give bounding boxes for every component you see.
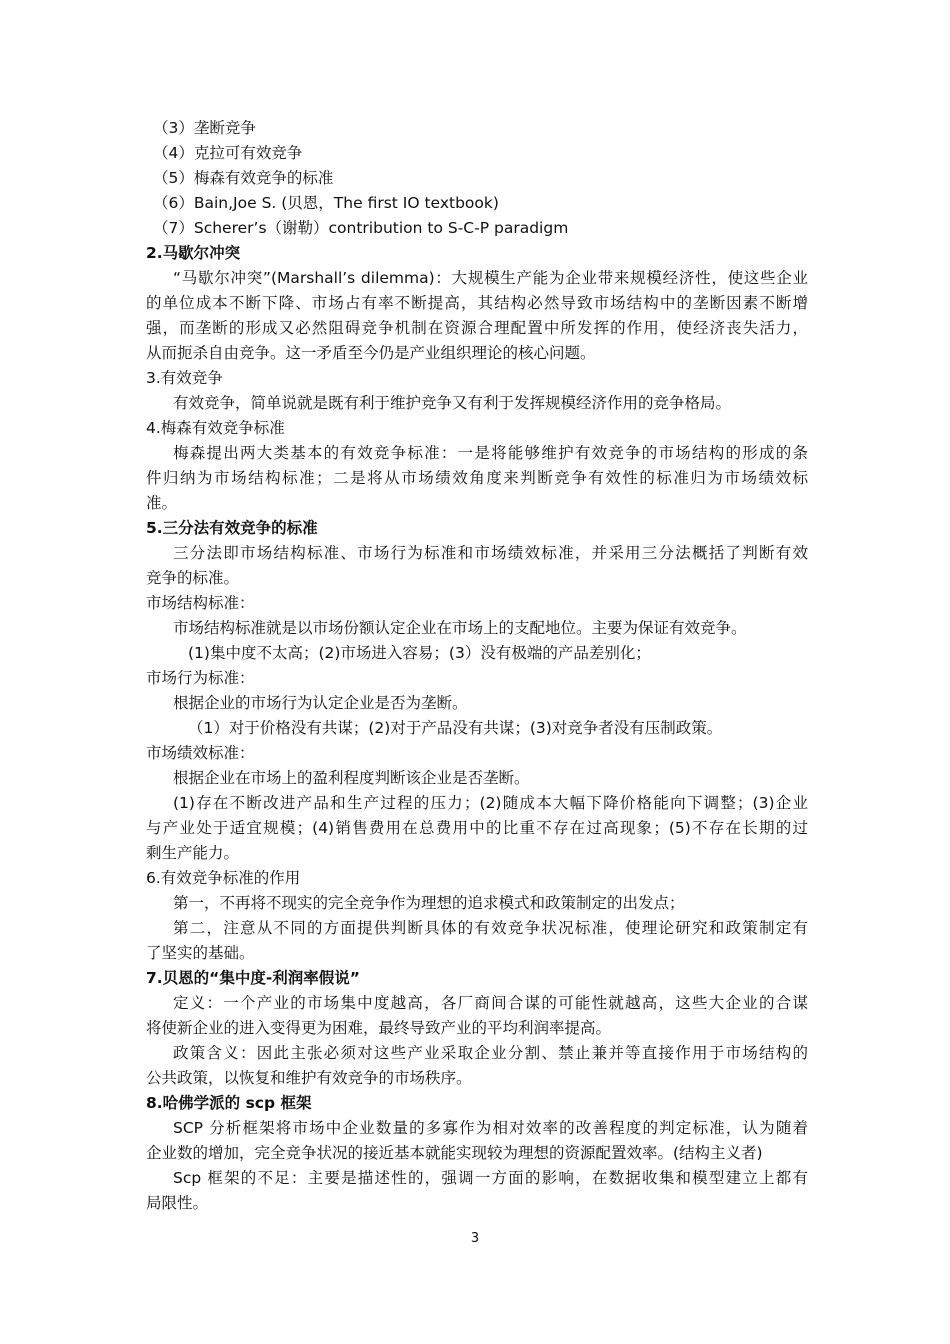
list-item: （5）梅森有效竞争的标准 (153, 169, 334, 187)
criteria-line: （1）对于价格没有共谋；(2)对于产品没有共谋；(3)对竞争者没有压制政策。 (188, 719, 723, 737)
section-heading: 3.有效竞争 (146, 369, 223, 387)
paragraph-line: Scp 框架的不足：主要是描述性的，强调一方面的影响，在数据收集和模型建立上都有 (173, 1169, 808, 1187)
paragraph-line: 件归纳为市场结构标准；二是将从市场绩效角度来判断竞争有效性的标准归为市场绩效标 (146, 469, 808, 487)
list-item: （6）Bain,Joe S. (贝恩，The first IO textbook) (153, 194, 499, 212)
criteria-line: (1)集中度不太高；(2)市场进入容易；(3）没有极端的产品差别化； (188, 644, 651, 662)
paragraph-line: 的单位成本不断下降、市场占有率不断提高，其结构必然导致市场结构中的垄断因素不断增 (146, 294, 808, 312)
paragraph-line: 梅森提出两大类基本的有效竞争标准：一是将能够维护有效竞争的市场结构的形成的条 (173, 444, 808, 462)
paragraph-line: “马歇尔冲突”(Marshall’s dilemma)：大规模生产能为企业带来规模经济性，使这些企业 (173, 269, 808, 287)
paragraph-line: 根据企业的市场行为认定企业是否为垄断。 (173, 694, 468, 712)
list-item: （3）垄断竞争 (153, 119, 256, 137)
paragraph-line: 将使新企业的进入变得更为困难，最终导致产业的平均利润率提高。 (146, 1019, 612, 1037)
paragraph-line: SCP 分析框架将市场中企业数量的多寡作为相对效率的改善程度的判定标准，认为随着 (173, 1119, 808, 1137)
subsection-label: 市场结构标准： (146, 594, 255, 612)
section-heading: 2.马歇尔冲突 (146, 244, 241, 262)
paragraph-line: 了坚实的基础。 (146, 944, 255, 962)
paragraph-line: 第一，不再将不现实的完全竞争作为理想的追求模式和政策制定的出发点； (173, 894, 685, 912)
paragraph-line: 有效竞争，简单说就是既有利于维护竞争又有利于发挥规模经济作用的竞争格局。 (173, 394, 732, 412)
paragraph-line: 定义：一个产业的市场集中度越高，各厂商间合谋的可能性就越高，这些大企业的合谋 (173, 994, 808, 1012)
paragraph-line: 企业数的增加，完全竞争状况的接近基本就能实现较为理想的资源配置效率。(结构主义者) (146, 1144, 763, 1162)
paragraph-line: 局限性。 (146, 1194, 209, 1212)
paragraph-line: 准。 (146, 494, 178, 512)
criteria-line: 与产业处于适宜规模；(4)销售费用在总费用中的比重不存在过高现象；(5)不存在长期的过 (146, 819, 808, 837)
paragraph-line: 市场结构标准就是以市场份额认定企业在市场上的支配地位。主要为保证有效竞争。 (173, 619, 747, 637)
paragraph-line: 根据企业在市场上的盈利程度判断该企业是否垄断。 (173, 769, 530, 787)
criteria-line: 剩生产能力。 (146, 844, 240, 862)
list-item: （4）克拉可有效竞争 (153, 144, 303, 162)
subsection-label: 市场行为标准： (146, 669, 255, 687)
section-heading: 8.哈佛学派的 scp 框架 (146, 1094, 312, 1112)
subsection-label: 市场绩效标准： (146, 744, 255, 762)
paragraph-line: 从而扼杀自由竞争。这一矛盾至今仍是产业组织理论的核心问题。 (146, 344, 596, 362)
section-heading: 4.梅森有效竞争标准 (146, 419, 285, 437)
paragraph-line: 竞争的标准。 (146, 569, 240, 587)
list-item: （7）Scherer’s（谢勒）contribution to S-C-P paradigm (153, 219, 569, 237)
page-number: 3 (470, 1231, 480, 1246)
paragraph-line: 三分法即市场结构标准、市场行为标准和市场绩效标准，并采用三分法概括了判断有效 (173, 544, 808, 562)
section-heading: 7.贝恩的“集中度-利润率假说” (146, 969, 360, 987)
paragraph-line: 政策含义：因此主张必须对这些产业采取企业分割、禁止兼并等直接作用于市场结构的 (173, 1044, 808, 1062)
paragraph-line: 公共政策，以恢复和维护有效竞争的市场秩序。 (146, 1069, 472, 1087)
criteria-line: (1)存在不断改进产品和生产过程的压力；(2)随成本大幅下降价格能向下调整；(3)企业 (173, 794, 808, 812)
paragraph-line: 第二，注意从不同的方面提供判断具体的有效竞争状况标准，使理论研究和政策制定有 (173, 919, 808, 937)
paragraph-line: 强，而垄断的形成又必然阻碍竞争机制在资源合理配置中所发挥的作用，使经济丧失活力， (146, 319, 808, 337)
section-heading: 5.三分法有效竞争的标准 (146, 519, 318, 537)
section-heading: 6.有效竞争标准的作用 (146, 869, 301, 887)
